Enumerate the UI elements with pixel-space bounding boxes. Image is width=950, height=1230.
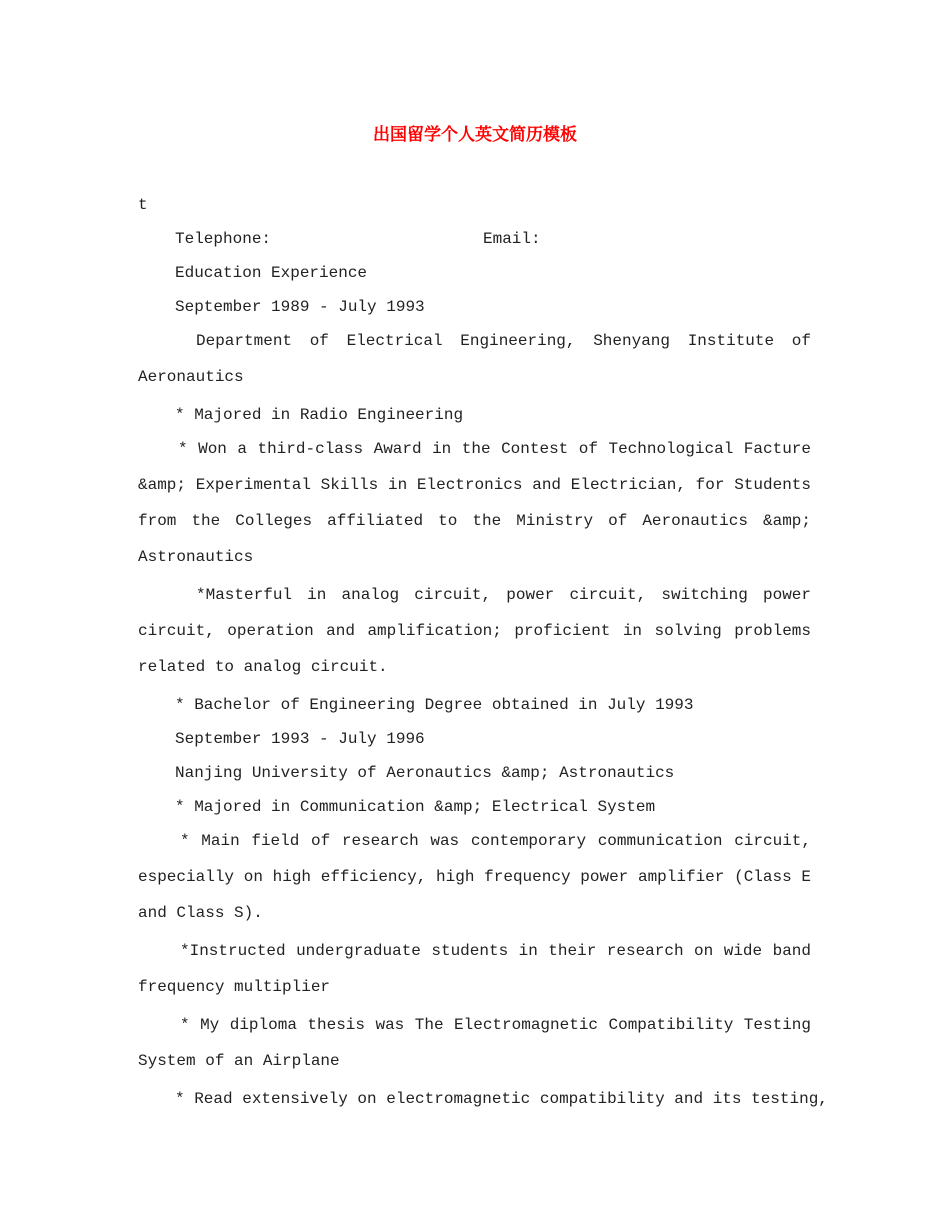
education-award-1: * Won a third-class Award in the Contest of Technological Facture &amp; Experimental Skills in Electronics and Electrician, for Students from the Colleges affiliated to the Ministry of Aeronautics &amp; Astronautics (138, 440, 811, 566)
education-thesis-2: * My diploma thesis was The Electromagnetic Compatibility Testing System of an Airplane (138, 1016, 811, 1070)
education-major-1: * Majored in Radio Engineering (175, 406, 464, 424)
education-skill-1: *Masterful in analog circuit, power circuit, switching power circuit, operation and amplification; proficient in solving problems related to analog circuit. (138, 586, 811, 676)
education-read-2: * Read extensively on electromagnetic compatibility and its testing, (175, 1090, 828, 1108)
education-degree-1: * Bachelor of Engineering Degree obtained in July 1993 (175, 696, 694, 714)
document-title: 出国留学个人英文简历模板 (373, 125, 577, 145)
education-period-2: September 1993 - July 1996 (175, 730, 425, 748)
education-research-2: * Main field of research was contemporary communication circuit, especially on high efficiency, high frequency power amplifier (Class E and Class S). (138, 832, 811, 922)
education-heading: Education Experience (175, 264, 368, 282)
stray-letter-t: t (138, 196, 148, 214)
education-instructed-2: *Instructed undergraduate students in their research on wide band frequency multiplier (138, 942, 811, 996)
resume-body (138, 193, 828, 1111)
education-school-1: Department of Electrical Engineering, Shenyang Institute of Aeronautics (138, 332, 811, 386)
education-period-1: September 1989 - July 1993 (175, 298, 425, 316)
contact-line (138, 227, 811, 251)
education-major-2: * Majored in Communication &amp; Electrical System (175, 798, 656, 816)
telephone-label: Telephone: (175, 230, 272, 248)
education-school-2: Nanjing University of Aeronautics &amp; Astronautics (175, 764, 675, 782)
email-label: Email: (483, 230, 541, 248)
